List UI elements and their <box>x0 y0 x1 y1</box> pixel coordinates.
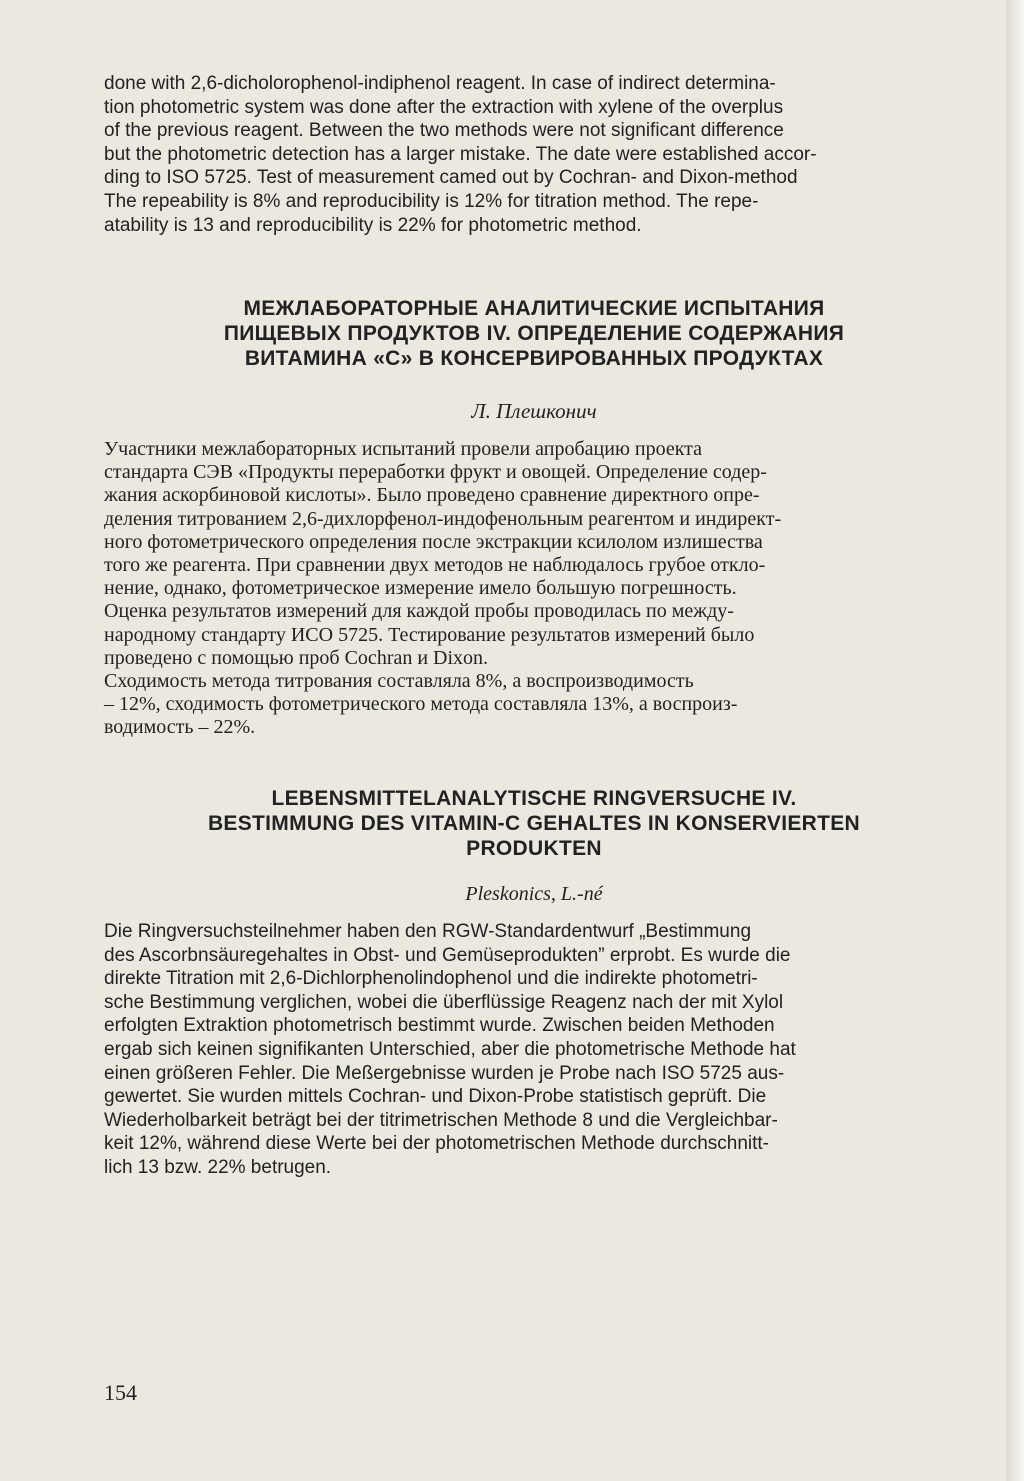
russian-section-paragraph-1: Участники межлабораторных испытаний провели апробацию проекта стандарта СЭВ «Продукты переработки фрукт и овощей. Определение содер- жания аскорбиновой кислоты». Было проведено сравнение директного опре- деления титрованием 2,6-дихлорфенол-индофенольным реагентом и индирект- ного фотометрического определения после экстракции ксилолом излишества того же реагента. При сравнении двух методов не наблюдалось грубое откло- нение, однако, фотометрическое измерение имело большую погрешность. Оценка результатов измерений для каждой пробы проводилась по между- народному стандарту ИСО 5725. Тестирование результатов измерений было проведено с помощью проб Cochran и Dixon. <box>104 438 782 669</box>
page-edge-shadow <box>1006 0 1024 1481</box>
german-section-title: LEBENSMITTELANALYTISCHE RINGVERSUCHE IV. BESTIMMUNG DES VITAMIN-C GEHALTES IN KONSERVIERTEN PRODUKTEN <box>207 787 861 860</box>
russian-section-paragraph-2: Сходимость метода титрования составляла 8%, а воспроизводимость – 12%, сходимость фотометрического метода составляла 13%, а воспроиз- водимость – 22%. <box>104 670 738 739</box>
russian-section-author: Л. Плешконич <box>471 399 597 423</box>
page-number: 154 <box>104 1380 137 1405</box>
russian-section <box>104 296 964 740</box>
english-summary <box>104 72 964 237</box>
german-section-paragraph: Die Ringversuchsteilnehmer haben den RGW-Standardentwurf „Bestimmung des Ascorbnsäuregehaltes in Obst- und Gemüseprodukten” erprobt. Es wurde die direkte Titration mit 2,6-Dichlorphenolindophenol und die indirekte photometri- sche Bestimmung verglichen, wobei die überflüssige Reagenz nach der mit Xylol erfolgten Extraktion photometrisch bestimmt wurde. Zwischen beiden Methoden ergab sich keinen signifikanten Unterschied, aber die photometrische Methode hat einen größeren Fehler. Die Meßergebnisse wurden je Probe nach ISO 5725 aus- gewertet. Sie wurden mittels Cochran- und Dixon-Probe statistisch geprüft. Die Wiederholbarkeit beträgt bei der titrimetrischen Methode 8 und die Vergleichbar- keit 12%, während diese Werte bei der photometrischen Methode durchschnitt- lich 13 bzw. 22% betrugen. <box>104 921 796 1178</box>
german-section <box>104 786 964 1180</box>
german-section-author: Pleskonics, L.-né <box>465 883 603 905</box>
russian-section-title: МЕЖЛАБОРАТОРНЫЕ АНАЛИТИЧЕСКИЕ ИСПЫТАНИЯ ПИЩЕВЫХ ПРОДУКТОВ IV. ОПРЕДЕЛЕНИЕ СОДЕРЖАНИЯ ВИТАМИНА «С» В КОНСЕРВИРОВАННЫХ ПРОДУКТАХ <box>223 297 845 370</box>
english-summary-text: done with 2,6-dicholorophenol-indiphenol reagent. In case of indirect determina- tion photometric system was done after the extraction with xylene of the overplus of the previous reagent. Between the two methods were not significant difference but the photometric detection has a larger mistake. The date were established accor- ding to ISO 5725. Test of measurement camed out by Cochran- and Dixon-method The repeability is 8% and reproducibility is 12% for titration method. The repe- atability is 13 and reproducibility is 22% for photometric method. <box>104 73 817 236</box>
